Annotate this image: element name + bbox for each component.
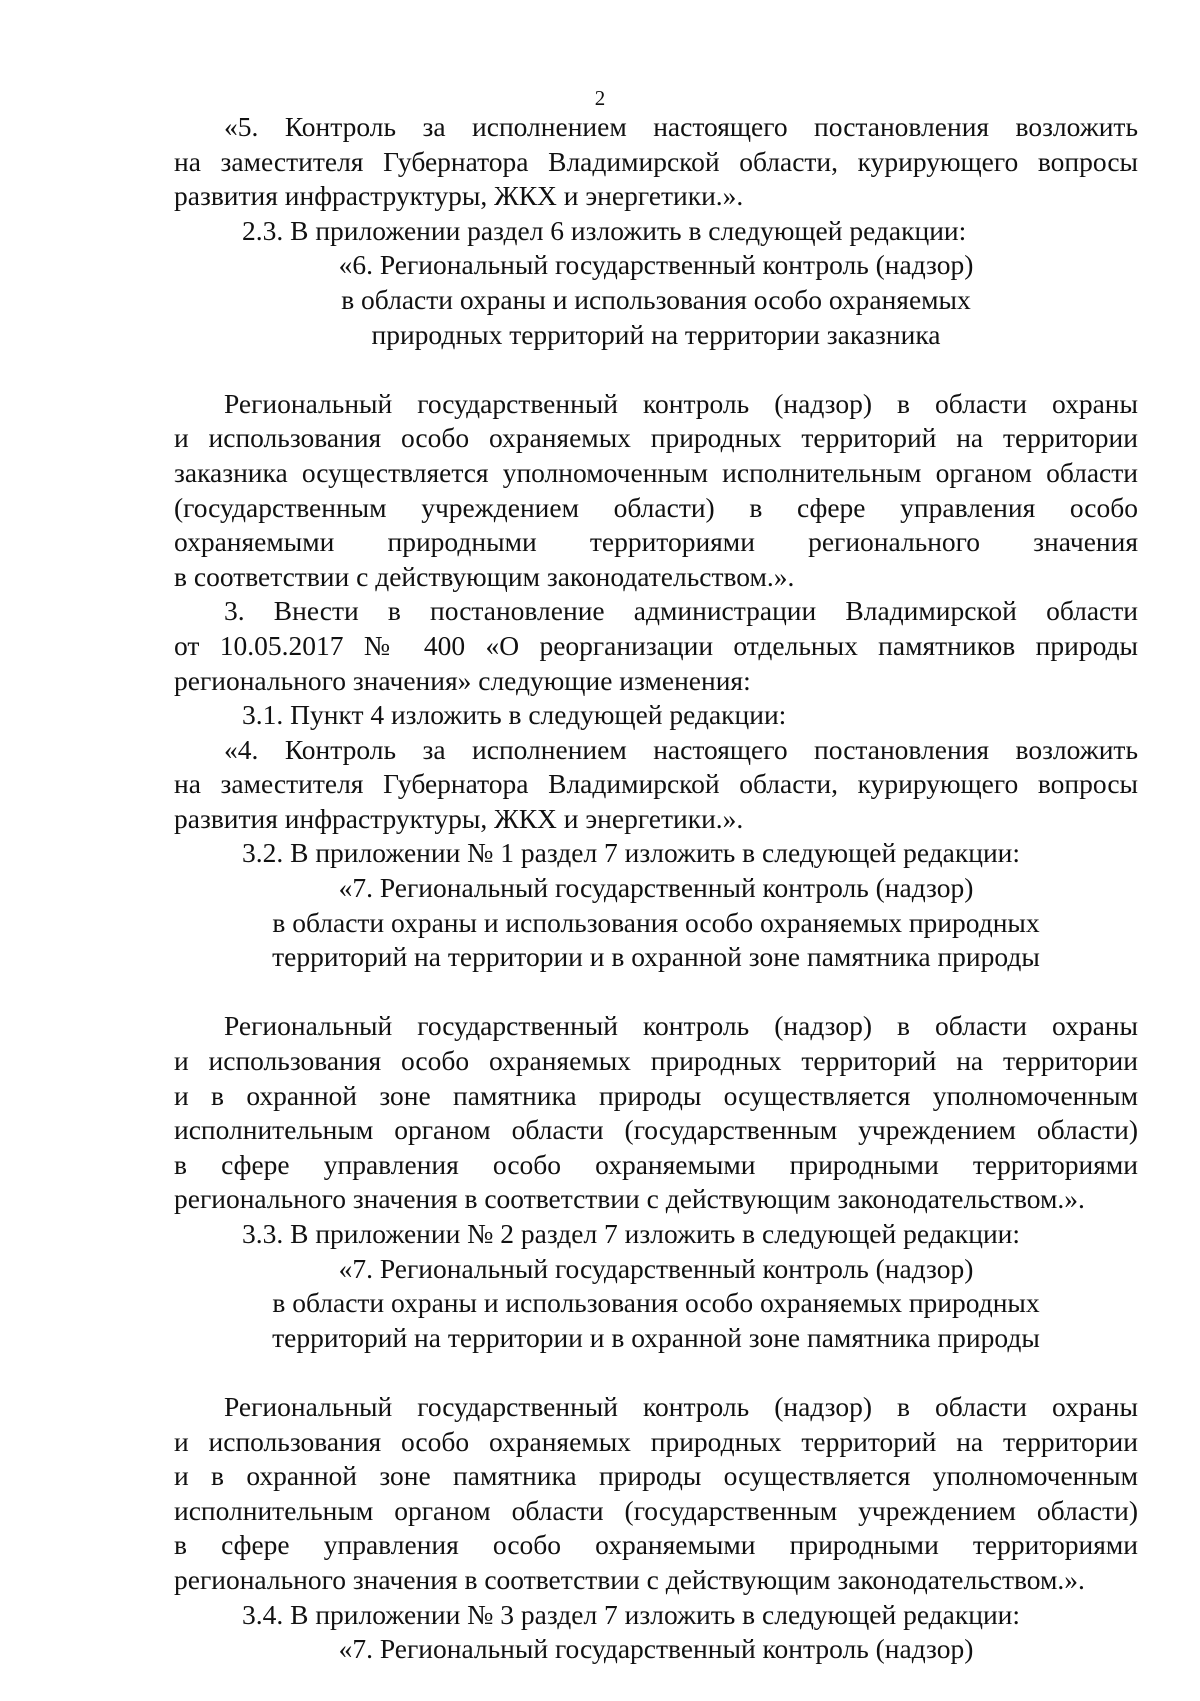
blank-line (174, 1355, 1138, 1390)
text-line: «5. Контроль за исполнением настоящего постановления возложить (224, 111, 1138, 142)
text-line: 2.3. В приложении раздел 6 изложить в следующей редакции: (242, 214, 967, 246)
document-body (174, 110, 1138, 1667)
text-line: на заместителя Губернатора Владимирской области, курирующего вопросы (174, 768, 1138, 800)
text-line: 3.1. Пункт 4 изложить в следующей редакции: (242, 699, 787, 731)
text-line: в сфере управления особо охраняемыми природными территориями (174, 1529, 1138, 1561)
text-line: и использования особо охраняемых природных территорий на территории (174, 1045, 1138, 1077)
text-line: 3. Внести в постановление администрации Владимирской области (224, 595, 1138, 627)
text-line: природных территорий на территории заказника (371, 318, 941, 350)
text-line: 3.3. В приложении № 2 раздел 7 изложить в следующей редакции: (242, 1218, 1021, 1249)
blank-line (174, 352, 1138, 387)
text-line: и в охранной зоне памятника природы осуществляется уполномоченным (174, 1079, 1138, 1111)
text-line: Региональный государственный контроль (надзор) в области охраны (224, 1010, 1138, 1042)
text-line: развития инфраструктуры, ЖКХ и энергетики.». (174, 802, 744, 834)
text-line: регионального значения в соответствии с действующим законодательством.». (174, 1183, 1085, 1215)
text-line: «7. Региональный государственный контроль (надзор) (338, 1252, 974, 1284)
text-line: территорий на территории и в охранной зоне памятника природы (272, 1321, 1040, 1353)
text-line: в области охраны и использования особо охраняемых (341, 283, 971, 315)
text-line: «7. Региональный государственный контроль (надзор) (338, 872, 974, 904)
text-line: и в охранной зоне памятника природы осуществляется уполномоченным (174, 1460, 1138, 1492)
text-line: 3.4. В приложении № 3 раздел 7 изложить в следующей редакции: (242, 1598, 1021, 1630)
text-line: исполнительным органом области (государственным учреждением области) (174, 1494, 1138, 1526)
text-line: от 10.05.2017 № 400 «О реорганизации отдельных памятников природы (174, 629, 1138, 661)
text-line: в соответствии с действующим законодательством.». (174, 560, 795, 592)
text-line: (государственным учреждением области) в сфере управления особо (174, 491, 1138, 523)
text-line: развития инфраструктуры, ЖКХ и энергетики.». (174, 180, 744, 212)
text-line: «7. Региональный государственный контроль (надзор) (338, 1633, 974, 1665)
blank-line (174, 975, 1138, 1010)
text-line: регионального значения» следующие изменения: (174, 664, 751, 696)
text-line: охраняемыми природными территориями регионального значения (174, 526, 1138, 558)
text-line: «4. Контроль за исполнением настоящего постановления возложить (224, 733, 1138, 765)
text-line: регионального значения в соответствии с действующим законодательством.». (174, 1563, 1085, 1595)
text-line: и использования особо охраняемых природных территорий на территории (174, 422, 1138, 454)
text-line: Региональный государственный контроль (надзор) в области охраны (224, 1390, 1138, 1422)
text-line: в области охраны и использования особо охраняемых природных (272, 1287, 1040, 1319)
text-line: в сфере управления особо охраняемыми природными территориями (174, 1148, 1138, 1180)
text-line: «6. Региональный государственный контроль (надзор) (338, 249, 974, 281)
page-number: 2 (594, 86, 606, 110)
text-line: в области охраны и использования особо охраняемых природных (272, 906, 1040, 938)
text-line: на заместителя Губернатора Владимирской области, курирующего вопросы (174, 145, 1138, 177)
text-line: и использования особо охраняемых природных территорий на территории (174, 1425, 1138, 1457)
text-line: заказника осуществляется уполномоченным исполнительным органом области (174, 456, 1138, 488)
text-line: территорий на территории и в охранной зоне памятника природы (272, 941, 1040, 973)
text-line: исполнительным органом области (государственным учреждением области) (174, 1114, 1138, 1146)
text-line: Региональный государственный контроль (надзор) в области охраны (224, 387, 1138, 419)
text-line: 3.2. В приложении № 1 раздел 7 изложить в следующей редакции: (242, 837, 1021, 869)
